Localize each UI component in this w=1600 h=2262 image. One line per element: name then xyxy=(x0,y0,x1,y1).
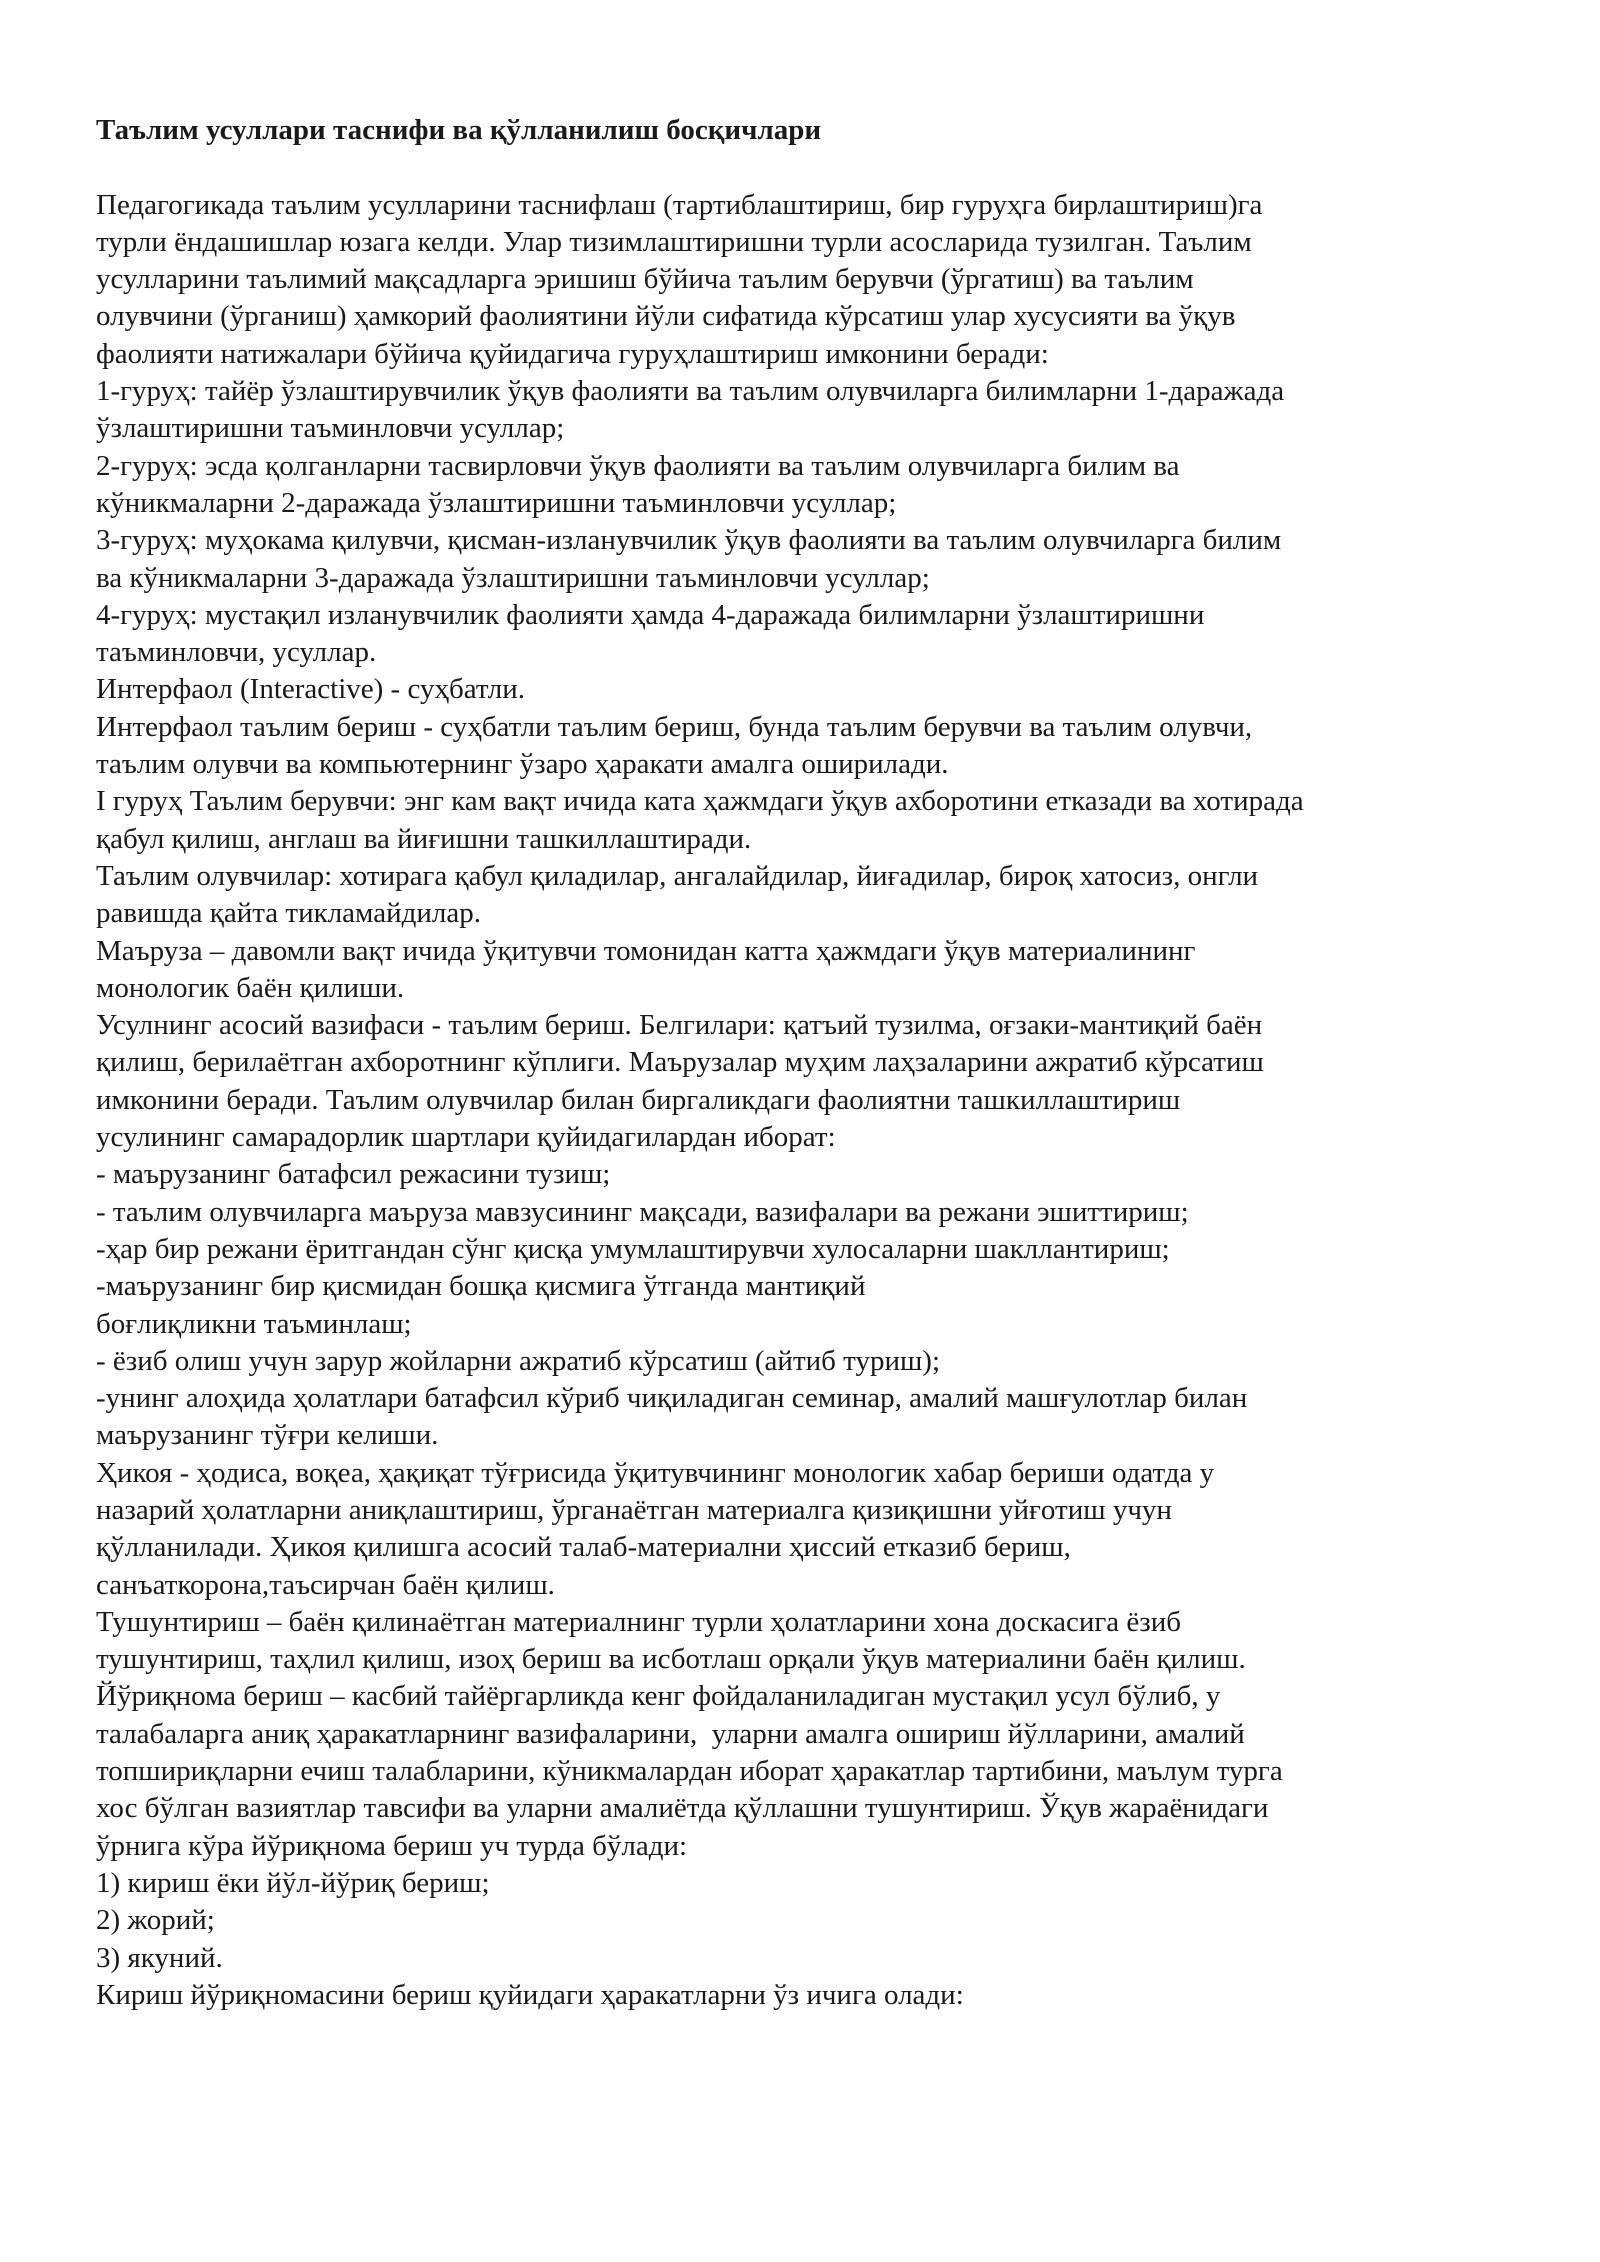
text-line: 1) кириш ёки йўл-йўриқ бериш; xyxy=(96,1866,490,1899)
text-line: Таълим олувчилар: хотирага қабул қиладилар, ангалайдилар, йиғадилар, бироқ хатосиз, онгли xyxy=(96,859,1259,892)
text-line: -ҳар бир режани ёритгандан сўнг қисқа умумлаштирувчи хулосаларни шакллантириш; xyxy=(96,1232,1170,1265)
text-line: усулларини таълимий мақсадларга эришиш бўйича таълим берувчи (ўргатиш) ва таълим xyxy=(96,263,1194,296)
text-line: 2) жорий; xyxy=(96,1904,215,1937)
text-line: санъаткорона,таъсирчан баён қилиш. xyxy=(96,1568,555,1601)
text-line: фаолияти натижалари бўйича қуйидагича гуруҳлаштириш имконини беради: xyxy=(96,337,1049,370)
text-line: Усулнинг асосий вазифаси - таълим бериш. Белгилари: қатъий тузилма, оғзаки-мантиқий баён xyxy=(96,1009,1263,1042)
text-line: таълим олувчи ва компьютернинг ўзаро ҳаракати амалга оширилади. xyxy=(96,748,949,781)
text-line: 2-гуруҳ: эсда қолганларни тасвирловчи ўқув фаолияти ва таълим олувчиларга билим ва xyxy=(96,449,1180,482)
text-line: 4-гуруҳ: мустақил изланувчилик фаолияти ҳамда 4-даражада билимларни ўзлаштиришни xyxy=(96,598,1205,631)
text-line: - ёзиб олиш учун зарур жойларни ажратиб кўрсатиш (айтиб туриш); xyxy=(96,1344,941,1377)
text-line: - таълим олувчиларга маъруза мавзусининг мақсади, вазифалари ва режани эшиттириш; xyxy=(96,1195,1189,1228)
document-body xyxy=(96,187,1516,2015)
text-line: қабул қилиш, англаш ва йиғишни ташкиллаштиради. xyxy=(96,822,752,855)
text-line: усулининг самарадорлик шартлари қуйидагилардан иборат: xyxy=(96,1121,836,1154)
text-line: Ҳикоя - ҳодиса, воқеа, ҳақиқат тўғрисида ўқитувчининг монологик хабар бериши одатда у xyxy=(96,1456,1215,1489)
text-line: Маъруза – давомли вақт ичида ўқитувчи томонидан катта ҳажмдаги ўқув материалининг xyxy=(96,934,1196,967)
text-line: тушунтириш, таҳлил қилиш, изоҳ бериш ва исботлаш орқали ўқув материалини баён қилиш. xyxy=(96,1643,1246,1676)
text-line: қўлланилади. Ҳикоя қилишга асосий талаб-материални ҳиссий етказиб бериш, xyxy=(96,1531,1071,1564)
text-line: кўникмаларни 2-даражада ўзлаштиришни таъминловчи усуллар; xyxy=(96,486,897,519)
document-page xyxy=(96,112,1516,2014)
text-line: 3) якуний. xyxy=(96,1941,223,1974)
text-line: маърузанинг тўғри келиши. xyxy=(96,1419,439,1452)
text-line: топшириқларни ечиш талабларини, кўникмалардан иборат ҳаракатлар тартибини, маълум турга xyxy=(96,1755,1283,1788)
text-line: - маърузанинг батафсил режасини тузиш; xyxy=(96,1158,611,1191)
text-line: Педагогикада таълим усулларини таснифлаш (тартиблаштириш, бир гуруҳга бирлаштириш)га xyxy=(96,188,1263,221)
text-line: олувчини (ўрганиш) ҳамкорий фаолиятини йўли сифатида кўрсатиш улар хусусияти ва ўқув xyxy=(96,300,1236,333)
text-line: ўрнига кўра йўриқнома бериш уч турда бўлади: xyxy=(96,1829,688,1862)
text-line: I гуруҳ Таълим берувчи: энг кам вақт ичида ката ҳажмдаги ўқув ахборотини етказади ва хотирада xyxy=(96,785,1304,818)
text-line: турли ёндашишлар юзага келди. Улар тизимлаштиришни турли асосларида тузилган. Таълим xyxy=(96,225,1252,258)
text-line: ва кўникмаларни 3-даражада ўзлаштиришни таъминловчи усуллар; xyxy=(96,561,930,594)
text-line: боғлиқликни таъминлаш; xyxy=(96,1307,412,1340)
text-line: талабаларга аниқ ҳаракатларнинг вазифаларини, уларни амалга ошириш йўлларини, амалий xyxy=(96,1717,1245,1750)
text-line: ўзлаштиришни таъминловчи усуллар; xyxy=(96,412,565,445)
text-line: Интерфаол таълим бериш - суҳбатли таълим бериш, бунда таълим берувчи ва таълим олувчи, xyxy=(96,710,1253,743)
document-title: Таълим усуллари таснифи ва қўлланилиш босқичлари xyxy=(96,114,822,146)
text-line: 3-гуруҳ: муҳокама қилувчи, қисман-изланувчилик ўқув фаолияти ва таълим олувчиларга билим xyxy=(96,524,1282,557)
text-line: равишда қайта тикламайдилар. xyxy=(96,897,481,930)
text-line: имконини беради. Таълим олувчилар билан биргаликдаги фаолиятни ташкиллаштириш xyxy=(96,1083,1181,1116)
text-line: монологик баён қилиши. xyxy=(96,971,405,1004)
text-line: Кириш йўриқномасини бериш қуйидаги ҳаракатларни ўз ичига олади: xyxy=(96,1978,964,2011)
text-line: Интерфаол (Interactive) - суҳбатли. xyxy=(96,673,526,706)
text-line: қилиш, берилаётган ахборотнинг кўплиги. Маърузалар муҳим лаҳзаларини ажратиб кўрсатиш xyxy=(96,1046,1264,1079)
text-line: хос бўлган вазиятлар тавсифи ва уларни амалиётда қўллашни тушунтириш. Ўқув жараёнидаги xyxy=(96,1792,1269,1825)
text-line: 1-гуруҳ: тайёр ўзлаштирувчилик ўқув фаолияти ва таълим олувчиларга билимларни 1-даражада xyxy=(96,375,1285,408)
text-line: -маърузанинг бир қисмидан бошқа қисмига ўтганда мантиқий xyxy=(96,1270,866,1303)
text-line: таъминловчи, усуллар. xyxy=(96,636,377,669)
text-line: Йўриқнома бериш – касбий тайёргарликда кенг фойдаланиладиган мустақил усул бўлиб, у xyxy=(96,1680,1221,1713)
text-line: Тушунтириш – баён қилинаётган материалнинг турли ҳолатларини хона доскасига ёзиб xyxy=(96,1605,1182,1638)
text-line: назарий ҳолатларни аниқлаштириш, ўрганаётган материалга қизиқишни уйғотиш учун xyxy=(96,1493,1172,1526)
title-spacer xyxy=(96,149,1516,186)
text-line: -унинг алоҳида ҳолатлари батафсил кўриб чиқиладиган семинар, амалий машғулотлар билан xyxy=(96,1382,1248,1415)
